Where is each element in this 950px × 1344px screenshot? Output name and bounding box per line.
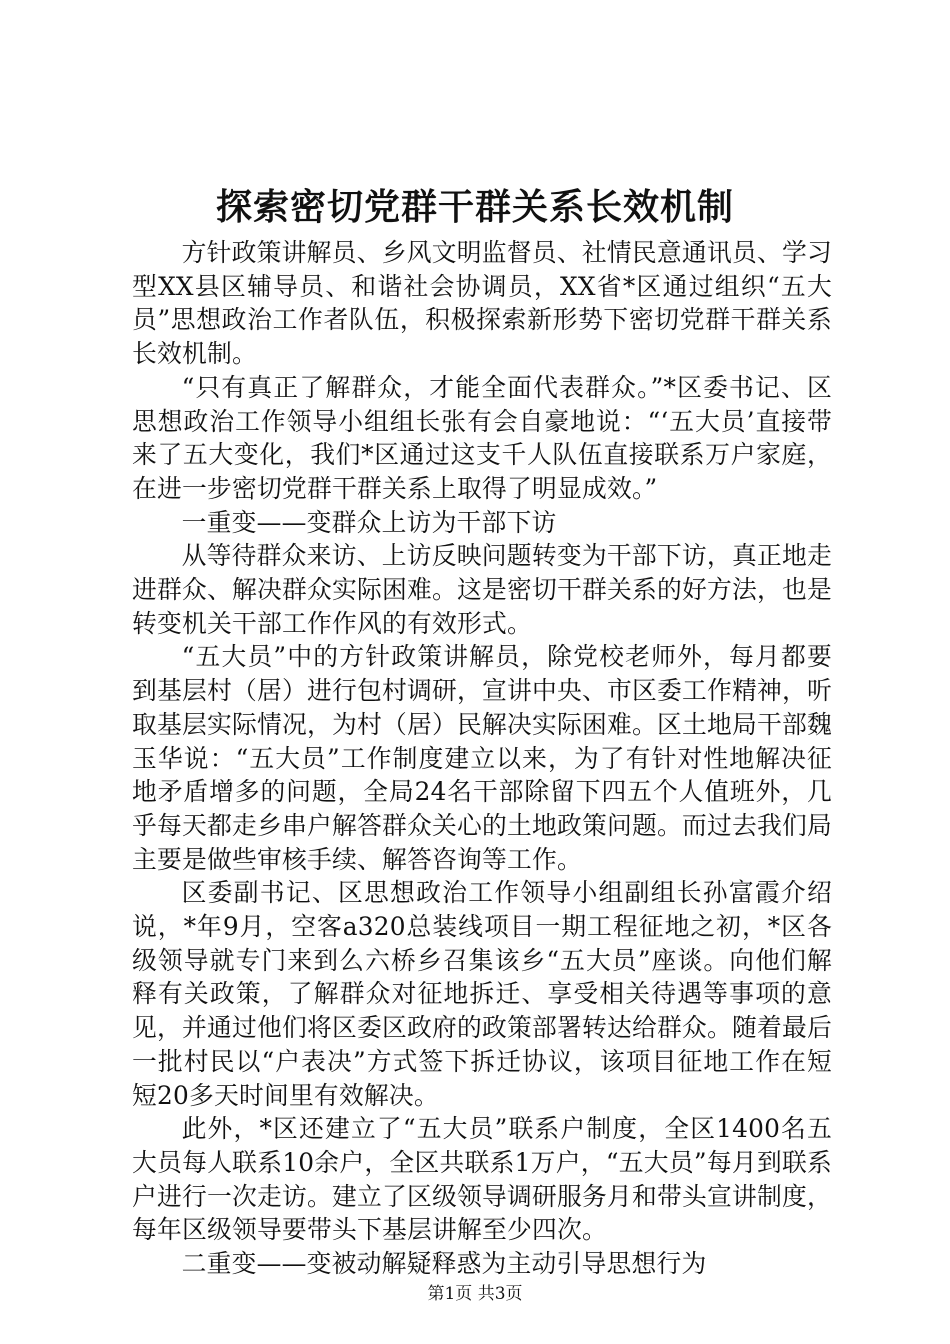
section-heading: 二重变——变被动解疑释惑为主动引导思想行为 [181, 1249, 707, 1279]
document-title: 探索密切党群干群关系长效机制 [215, 187, 734, 228]
paragraph: 方针政策讲解员、乡风文明监督员、社情民意通讯员、学习型XX县区辅导员、和谐社会协调员，XX省*区通过组织“五大员”思想政治工作者队伍，积极探索新形势下密切党群干群关系长效机制。 [132, 238, 832, 369]
page-footer: 第1页 共3页 [427, 1284, 523, 1304]
paragraph: 此外，*区还建立了“五大员”联系户制度，全区1400名五大员每人联系10余户，全区共联系1万户，“五大员”每月到联系户进行一次走访。建立了区级领导调研服务月和带头宣讲制度，每年区级领导要带头下基层讲解至少四次。 [132, 1114, 832, 1245]
section-heading: 一重变——变群众上访为干部下访 [181, 507, 557, 537]
paragraph: 区委副书记、区思想政治工作领导小组副组长孙富霞介绍说，*年9月，空客a320总装线项目一期工程征地之初，*区各级领导就专门来到么六桥乡召集该乡“五大员”座谈。向他们解释有关政策，了解群众对征地拆迁、享受相关待遇等事项的意见，并通过他们将区委区政府的政策部署转达给群众。随着最后一批村民以“户表决”方式签下拆迁协议，该项目征地工作在短短20多天时间里有效解决。 [132, 878, 832, 1110]
document-body [132, 236, 832, 1281]
paragraph: “只有真正了解群众，才能全面代表群众。”*区委书记、区思想政治工作领导小组组长张有会自豪地说：“‘五大员’直接带来了五大变化，我们*区通过这支千人队伍直接联系万户家庭，在进一步密切党群干群关系上取得了明显成效。” [132, 372, 832, 503]
paragraph: 从等待群众来访、上访反映问题转变为干部下访，真正地走进群众、解决群众实际困难。这是密切干群关系的好方法，也是转变机关干部工作作风的有效形式。 [132, 541, 832, 638]
paragraph: “五大员”中的方针政策讲解员，除党校老师外，每月都要到基层村（居）进行包村调研，宣讲中央、市区委工作精神，听取基层实际情况，为村（居）民解决实际困难。区土地局干部魏玉华说：“五大员”工作制度建立以来，为了有针对性地解决征地矛盾增多的问题，全局24名干部除留下四五个人值班外，几乎每天都走乡串户解答群众关心的土地政策问题。而过去我们局主要是做些审核手续、解答咨询等工作。 [132, 642, 832, 874]
